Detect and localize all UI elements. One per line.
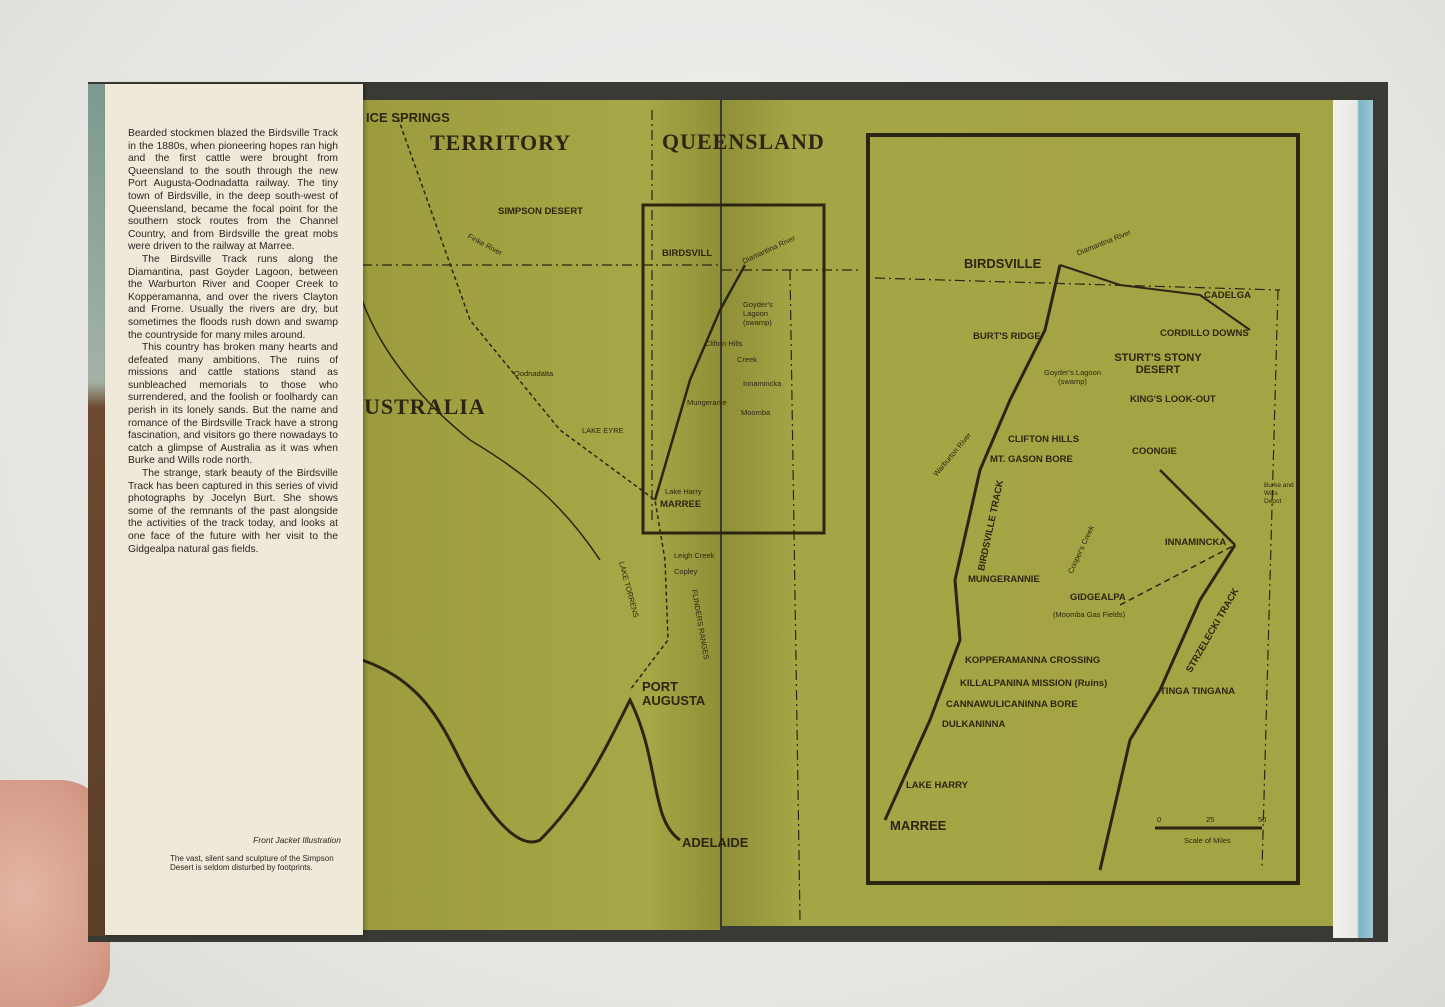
blurb [128, 128, 338, 556]
place-label: ICE SPRINGS [366, 110, 450, 125]
feature-label: Finke River [466, 231, 504, 258]
place-label: BIRDSVILLE [964, 256, 1042, 271]
place-label: LAKE HARRY [906, 780, 968, 791]
place-label: CLIFTON HILLS [1008, 434, 1080, 445]
feature-label: Diamantina River [1075, 227, 1133, 258]
place-label: CORDILLO DOWNS [1160, 328, 1249, 339]
place-label: COONGIE [1132, 446, 1177, 457]
blurb-paragraph: Bearded stockmen blazed the Birdsville Track in the 1880s, when pioneering hopes ran high and the first cattle were brought from Queensland to the south through the new Port Augusta-Oodnadatta railway. The tiny town of Birdsville, in the deep south-west of Queensland, became the focal point for the southern stock routes from the Channel Country, and from Birdsville the great mobs were driven to the railway at Marree. [128, 128, 338, 253]
place-label: MARREE [660, 499, 702, 510]
feature-label: Diamantina River [740, 233, 797, 266]
place-label: ADELAIDE [682, 835, 749, 850]
scale-tick: 50 [1258, 815, 1267, 824]
feature-label: FLINDERS RANGES [689, 588, 712, 661]
place-label: PORT AUGUSTA [642, 679, 706, 708]
birdsville-track-inset [885, 265, 1060, 820]
birdsville-track [655, 265, 745, 500]
place-label: KING'S LOOK-OUT [1130, 394, 1216, 405]
scale-tick: 0 [1157, 815, 1162, 824]
feature-label: LAKE EYRE [582, 426, 624, 435]
jacket-flap [105, 84, 363, 935]
place-label: BIRDSVILL [662, 248, 713, 259]
feature-label: BIRDSVILLE TRACK [976, 479, 1007, 572]
place-label: SIMPSON DESERT [498, 206, 583, 217]
feature-label: LAKE TORRENS [617, 560, 641, 619]
place-label: INNAMINCKA [1165, 537, 1227, 548]
caption: The vast, silent sand sculpture of the Simpson Desert is seldom disturbed by footprints. [170, 854, 334, 872]
place-label: CADELGA [1204, 290, 1251, 301]
place-label: Innamincka [743, 379, 782, 388]
feature-label: Goyder's Lagoon (swamp) [1044, 368, 1101, 386]
scale-label: Scale of Miles [1184, 836, 1231, 845]
place-label: MT. GASON BORE [990, 454, 1073, 465]
place-label: Mungeranie [687, 398, 727, 407]
feature-label: Cooper's Creek [1065, 524, 1096, 575]
blurb-paragraph: The Birdsville Track runs along the Diamantina, past Goyder Lagoon, between the Warburton River and Cooper Creek to Kopperamanna, and over the rivers Clayton and Frome. Usually the rivers are dry, but sometimes the floods rush down and swamp the countryside for many miles around. [128, 253, 338, 341]
feature-label: STRZELECKI TRACK [1184, 586, 1242, 675]
place-label: Leigh Creek [674, 551, 715, 560]
scale-tick: 25 [1206, 815, 1215, 824]
place-label: TINGA TINGANA [1160, 686, 1236, 697]
region-label: QUEENSLAND [662, 129, 825, 154]
region-label: TERRITORY [430, 130, 572, 155]
blurb-paragraph: The strange, stark beauty of the Birdsville Track has been captured in this series of vivid photographs by Jocelyn Burt. She shows some of the remnants of the past alongside the activities of the track today, and looks at one face of the future with her visit to the Gidgealpa natural gas fields. [128, 468, 338, 555]
place-label: STURT'S STONY DESERT [1114, 352, 1202, 376]
place-label: Copley [674, 567, 698, 576]
place-label: DULKANINNA [942, 719, 1006, 730]
region-label: USTRALIA [364, 394, 486, 419]
place-label: Clifton Hills [705, 339, 743, 348]
place-label: Moomba [741, 408, 771, 417]
blurb-paragraph: This country has broken many hearts and defeated many ambitions. The ruins of missions and cattle stations stand as sunbleached memorials to those who surrendered, and the foolish or foolhardy can perish in its lonely sands. But the name and romance of the Birdsville Track have a strong fascination, and visitors go there nowadays to catch a glimpse of Australia as it was when Burke and Wills rode north. [128, 342, 338, 467]
place-label: Lake Harry [665, 487, 702, 496]
state-border-inset [1262, 290, 1278, 870]
state-border [790, 270, 800, 920]
pipeline [1120, 545, 1235, 605]
caption-title: Front Jacket Illustration [253, 835, 341, 845]
place-label: GIDGEALPA [1070, 592, 1126, 603]
place-label: BURT'S RIDGE [973, 331, 1041, 342]
feature-label: Creek [737, 355, 758, 364]
place-label: Oodnadatta [514, 369, 554, 378]
coopers-creek [1160, 470, 1235, 545]
place-label: KOPPERAMANNA CROSSING [965, 655, 1101, 666]
feature-label: Goyder's Lagoon (swamp) [743, 300, 773, 327]
place-label: CANNAWULICANINNA BORE [946, 699, 1078, 710]
place-label: Burke and Wills Depot [1264, 482, 1294, 505]
place-label: MUNGERANNIE [968, 574, 1040, 585]
feature-label: Warburton River [931, 430, 974, 479]
river [362, 300, 600, 560]
state-border-inset [875, 278, 1280, 290]
place-label: KILLALPANINA MISSION (Ruins) [960, 678, 1108, 689]
place-label: MARREE [890, 818, 947, 833]
place-label: (Moomba Gas Fields) [1053, 610, 1126, 619]
